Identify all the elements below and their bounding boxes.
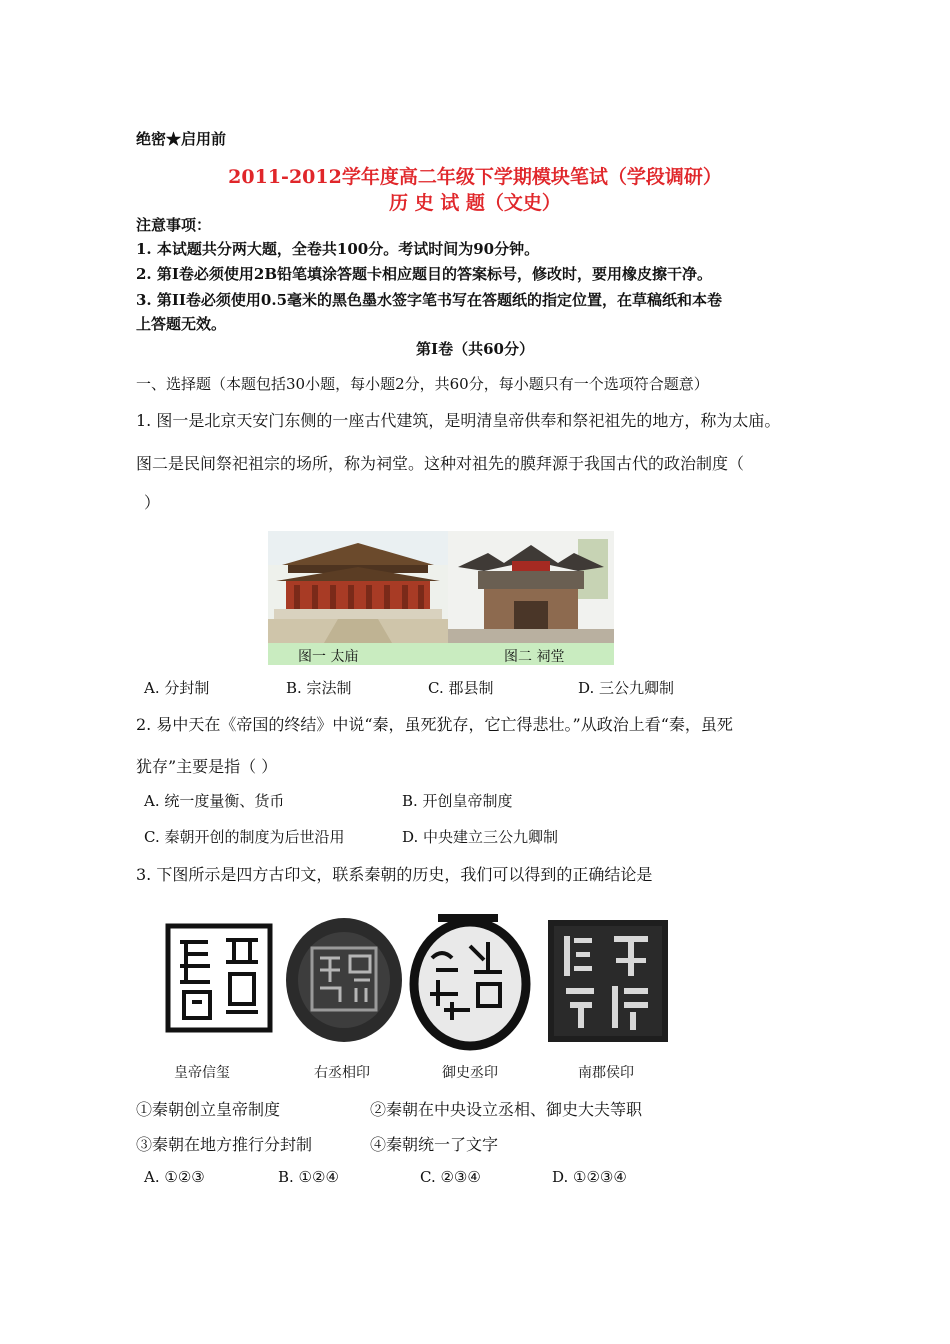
q3-option-a: A. ①②③ (144, 1168, 205, 1186)
notice-item-3-cont: 上答题无效。 (136, 315, 227, 333)
seal-3-caption: 御史丞印 (442, 1065, 498, 1081)
q3-option-d: D. ①②③④ (552, 1168, 627, 1186)
seal-4-caption: 南郡侯印 (578, 1065, 634, 1081)
seal-3-image (408, 906, 532, 1056)
q1-figure (268, 531, 614, 665)
seal-1-caption: 皇帝信玺 (174, 1065, 230, 1081)
q2-line-1: 2. 易中天在《帝国的终结》中说“秦，虽死犹存，它亡得悲壮。”从政治上看“秦，虽死 (136, 715, 733, 734)
q3-statement-3: ③秦朝在地方推行分封制 (136, 1135, 313, 1154)
section-title: 第I卷（共60分） (416, 340, 534, 358)
q1-line-3: ） (144, 493, 161, 512)
q2-option-a: A. 统一度量衡、货币 (144, 792, 285, 810)
seal-4-image (544, 916, 672, 1046)
q2-option-c: C. 秦朝开创的制度为后世沿用 (144, 828, 345, 846)
q1-option-c: C. 郡县制 (428, 679, 494, 697)
confidential-label: 绝密★启用前 (136, 130, 227, 148)
q1-option-a: A. 分封制 (144, 679, 210, 697)
q3-option-c: C. ②③④ (420, 1168, 481, 1186)
notice-heading: 注意事项： (136, 216, 212, 234)
q1-line-2: 图二是民间祭祀祖宗的场所，称为祠堂。这种对祖先的膜拜源于我国古代的政治制度（ (136, 454, 745, 473)
taimiao-image (268, 531, 448, 643)
q2-line-2: 犹存”主要是指（ ） (136, 757, 278, 776)
notice-item-2: 2. 第I卷必须使用2B铅笔填涂答题卡相应题目的答案标号，修改时，要用橡皮擦干净。 (136, 265, 713, 283)
q3-statement-4: ④秦朝统一了文字 (370, 1135, 499, 1154)
exam-title: 2011-2012学年度高二年级下学期模块笔试（学段调研） (228, 166, 722, 188)
section-instructions: 一、选择题（本题包括30小题，每小题2分，共60分，每小题只有一个选项符合题意） (136, 375, 709, 393)
q1-line-1: 1. 图一是北京天安门东侧的一座古代建筑，是明清皇帝供奉和祭祀祖先的地方，称为太庙。 (136, 411, 781, 430)
citang-image (448, 531, 614, 643)
fig2-caption: 图二 祠堂 (504, 649, 565, 665)
seal-1-image (164, 922, 274, 1034)
q3-statement-1: ①秦朝创立皇帝制度 (136, 1100, 281, 1119)
q1-option-d: D. 三公九卿制 (578, 679, 675, 697)
fig1-caption: 图一 太庙 (298, 649, 359, 665)
notice-item-3: 3. 第II卷必须使用0.5毫米的黑色墨水签字笔书写在答题纸的指定位置，在草稿纸和本卷 (136, 291, 723, 309)
q3-line-1: 3. 下图所示是四方古印文，联系秦朝的历史，我们可以得到的正确结论是 (136, 865, 653, 884)
q2-option-b: B. 开创皇帝制度 (402, 792, 513, 810)
q3-statement-2: ②秦朝在中央设立丞相、御史大夫等职 (370, 1100, 643, 1119)
q2-option-d: D. 中央建立三公九卿制 (402, 828, 559, 846)
notice-item-1: 1. 本试题共分两大题，全卷共100分。考试时间为90分钟。 (136, 240, 540, 258)
q3-seals-figure (152, 902, 710, 1088)
exam-subtitle: 历 史 试 题（文史） (389, 192, 561, 214)
seal-2-caption: 右丞相印 (314, 1065, 370, 1081)
q3-option-b: B. ①②④ (278, 1168, 339, 1186)
q1-option-b: B. 宗法制 (286, 679, 352, 697)
seal-2-image (282, 908, 406, 1048)
